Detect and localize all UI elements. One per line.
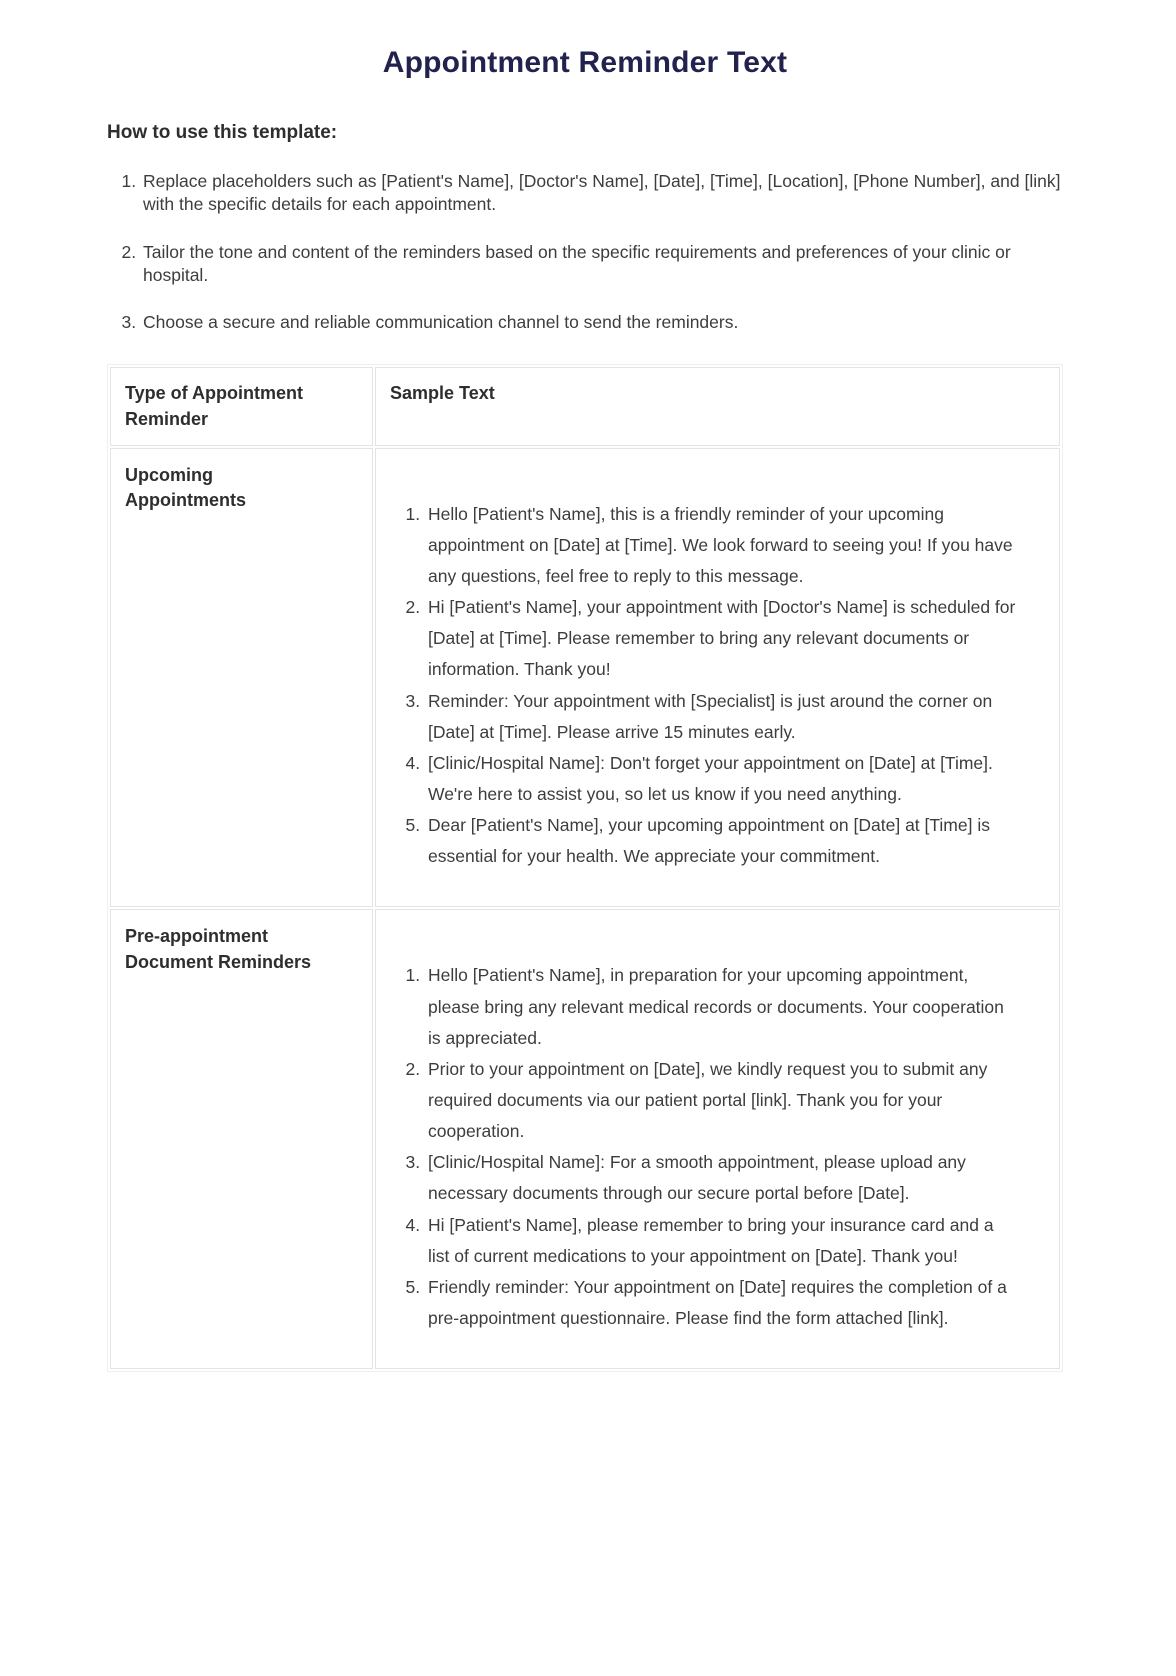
sample-text-item: 1. Hello [Patient's Name], in preparation for your upcoming appointment, please bring any relevant medical records or documents. Your cooperation is appreciated. — [425, 960, 1017, 1053]
table-header-sample: Sample Text — [375, 367, 1060, 445]
sample-text-item: 4. [Clinic/Hospital Name]: Don't forget your appointment on [Date] at [Time]. We're here to assist you, so let us know if you need anything. — [425, 748, 1017, 810]
table-row — [110, 448, 1060, 908]
how-to-step: 2. Tailor the tone and content of the reminders based on the specific requirements and preferences of your clinic or hospital. — [141, 241, 1063, 288]
how-to-step: 3. Choose a secure and reliable communication channel to send the reminders. — [141, 311, 1063, 334]
sample-text-item: 5. Dear [Patient's Name], your upcoming appointment on [Date] at [Time] is essential for your health. We appreciate your commitment. — [425, 810, 1017, 872]
sample-text-item: 1. Hello [Patient's Name], this is a friendly reminder of your upcoming appointment on [Date] at [Time]. We look forward to seeing you! If you have any questions, feel free to reply to this message. — [425, 499, 1017, 592]
reminder-table — [107, 364, 1063, 1372]
sample-text-item: 4. Hi [Patient's Name], please remember to bring your insurance card and a list of current medications to your appointment on [Date]. Thank you! — [425, 1210, 1017, 1272]
table-header-row — [110, 367, 1060, 445]
sample-text-item: 2. Prior to your appointment on [Date], we kindly request you to submit any required documents via our patient portal [link]. Thank you for your cooperation. — [425, 1054, 1017, 1147]
row-samples-cell — [375, 909, 1060, 1369]
table-header-type: Type of Appointment Reminder — [110, 367, 373, 445]
row-type-label: Upcoming Appointments — [110, 448, 373, 908]
document-page — [0, 46, 1176, 1676]
sample-text-item: 3. [Clinic/Hospital Name]: For a smooth appointment, please upload any necessary documents through our secure portal before [Date]. — [425, 1147, 1017, 1209]
how-to-list — [107, 170, 1063, 334]
how-to-heading: How to use this template: — [107, 122, 338, 143]
sample-text-item: 5. Friendly reminder: Your appointment on [Date] requires the completion of a pre-appointment questionnaire. Please find the form attached [link]. — [425, 1272, 1017, 1334]
row-type-label: Pre-appointment Document Reminders — [110, 909, 373, 1369]
how-to-step: 1. Replace placeholders such as [Patient's Name], [Doctor's Name], [Date], [Time], [Location], [Phone Number], and [link] with the specific details for each appointment. — [141, 170, 1063, 217]
sample-text-item: 2. Hi [Patient's Name], your appointment with [Doctor's Name] is scheduled for [Date] at [Time]. Please remember to bring any relevant documents or information. Thank you! — [425, 592, 1017, 685]
sample-text-item: 3. Reminder: Your appointment with [Specialist] is just around the corner on [Date] at [Time]. Please arrive 15 minutes early. — [425, 686, 1017, 748]
sample-text-list — [392, 960, 1017, 1334]
sample-text-list — [392, 499, 1017, 873]
page-title: Appointment Reminder Text — [382, 46, 788, 79]
table-row — [110, 909, 1060, 1369]
row-samples-cell — [375, 448, 1060, 908]
